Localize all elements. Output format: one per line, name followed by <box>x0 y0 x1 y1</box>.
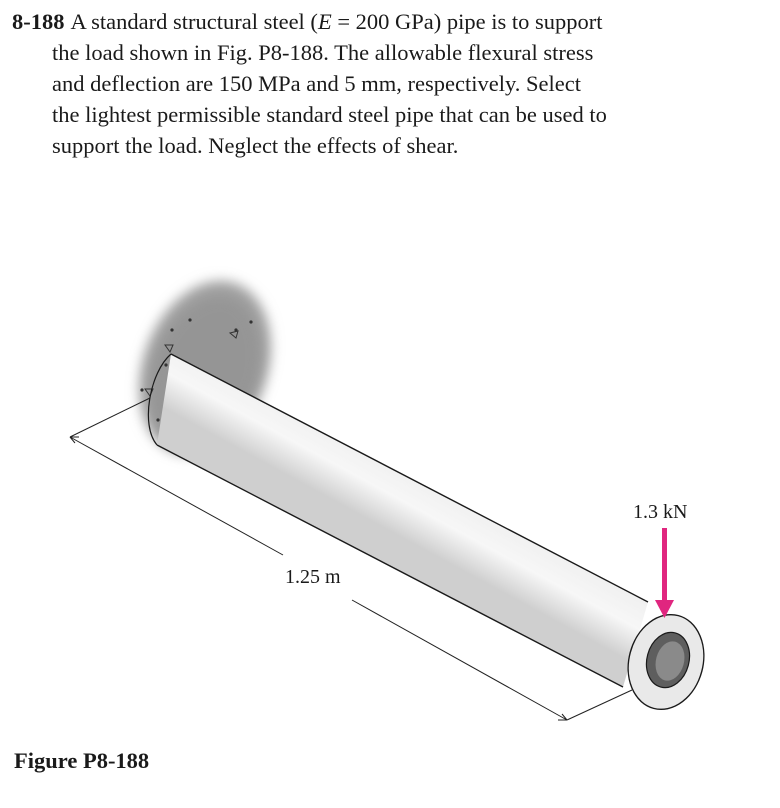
load-arrow <box>655 528 674 618</box>
length-label: 1.25 m <box>285 566 341 588</box>
problem-number: 8-188 <box>12 9 65 34</box>
figure-caption: Figure P8-188 <box>14 748 150 773</box>
problem-line-1: 8-188 A standard structural steel (E = 200 GPa) pipe is to support <box>12 9 603 34</box>
steel-pipe <box>148 354 714 718</box>
problem-line-3: and deflection are 150 MPa and 5 mm, respectively. Select <box>52 71 581 96</box>
problem-line-5: support the load. Neglect the effects of shear. <box>52 133 459 158</box>
problem-line-2: the load shown in Fig. P8-188. The allowable flexural stress <box>52 40 594 65</box>
problem-line-4: the lightest permissible standard steel pipe that can be used to <box>52 102 607 127</box>
load-label: 1.3 kN <box>633 501 688 523</box>
